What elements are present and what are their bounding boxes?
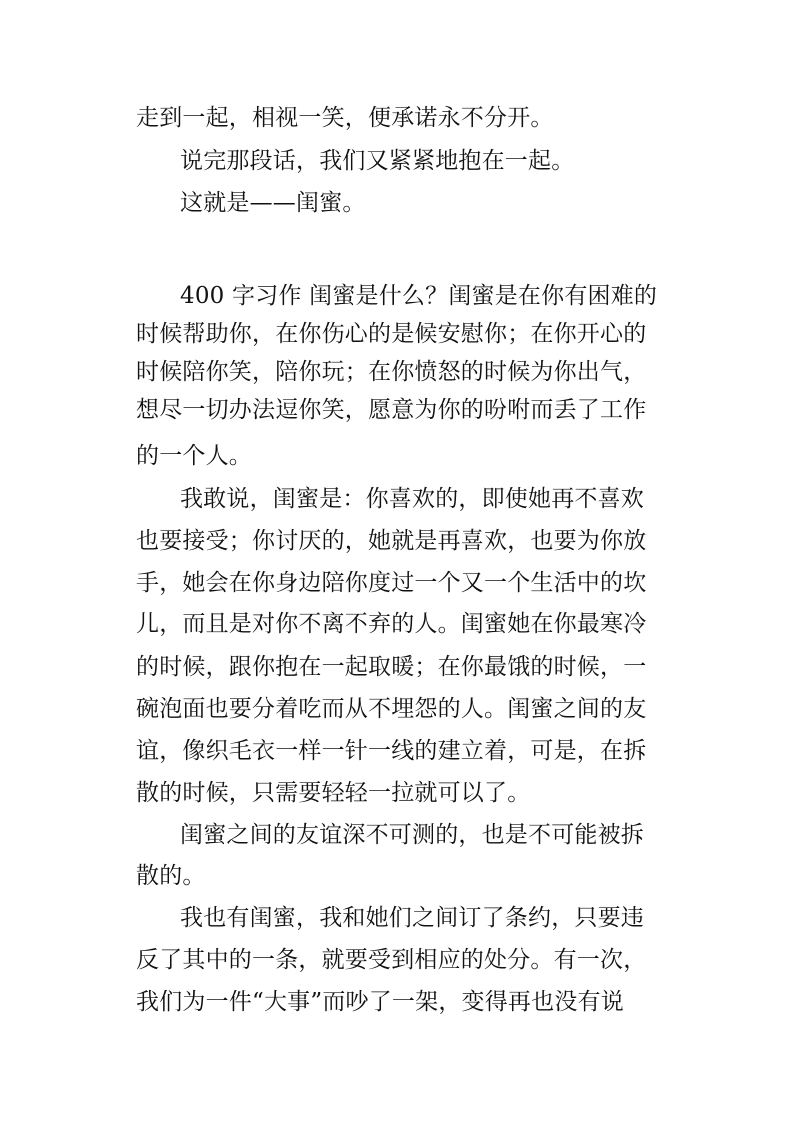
text-line: 400 字习作 闺蜜是什么？闺蜜是在你有困难的 xyxy=(180,283,658,309)
text-line: 这就是——闺蜜。 xyxy=(180,190,366,216)
text-line: 谊，像织毛衣一样一针一线的建立着，可是，在拆 xyxy=(136,738,647,764)
text-line: 的时候，跟你抱在一起取暖；在你最饿的时候，一 xyxy=(136,654,647,680)
text-line: 我也有闺蜜，我和她们之间订了条约，只要违 xyxy=(180,905,644,931)
text-line: 我们为一件“大事”而吵了一架，变得再也没有说 xyxy=(136,989,624,1015)
text-line: 说完那段话，我们又紧紧地抱在一起。 xyxy=(180,148,575,174)
text-line: 手，她会在你身边陪你度过一个又一个生活中的坎 xyxy=(136,570,647,596)
text-line: 散的时候，只需要轻轻一拉就可以了。 xyxy=(136,780,531,806)
text-line: 想尽一切办法逗你笑，愿意为你的吩咐而丢了工作 xyxy=(136,397,647,423)
text-line: 走到一起，相视一笑，便承诺永不分开。 xyxy=(136,105,554,131)
text-line: 我敢说，闺蜜是：你喜欢的，即使她再不喜欢 xyxy=(180,486,644,512)
text-line: 碗泡面也要分着吃而从不埋怨的人。闺蜜之间的友 xyxy=(136,696,647,722)
text-line: 也要接受；你讨厌的，她就是再喜欢，也要为你放 xyxy=(136,528,647,554)
text-line: 反了其中的一条，就要受到相应的处分。有一次， xyxy=(136,947,647,973)
text-line: 的一个人。 xyxy=(136,443,252,469)
text-line: 时候陪你笑，陪你玩；在你愤怒的时候为你出气， xyxy=(136,359,647,385)
text-line: 儿，而且是对你不离不弃的人。闺蜜她在你最寒冷 xyxy=(136,611,647,637)
text-line: 闺蜜之间的友谊深不可测的，也是不可能被拆 xyxy=(180,822,644,848)
text-line: 散的。 xyxy=(136,863,206,889)
text-line: 时候帮助你，在你伤心的是候安慰你；在你开心的 xyxy=(136,321,647,347)
